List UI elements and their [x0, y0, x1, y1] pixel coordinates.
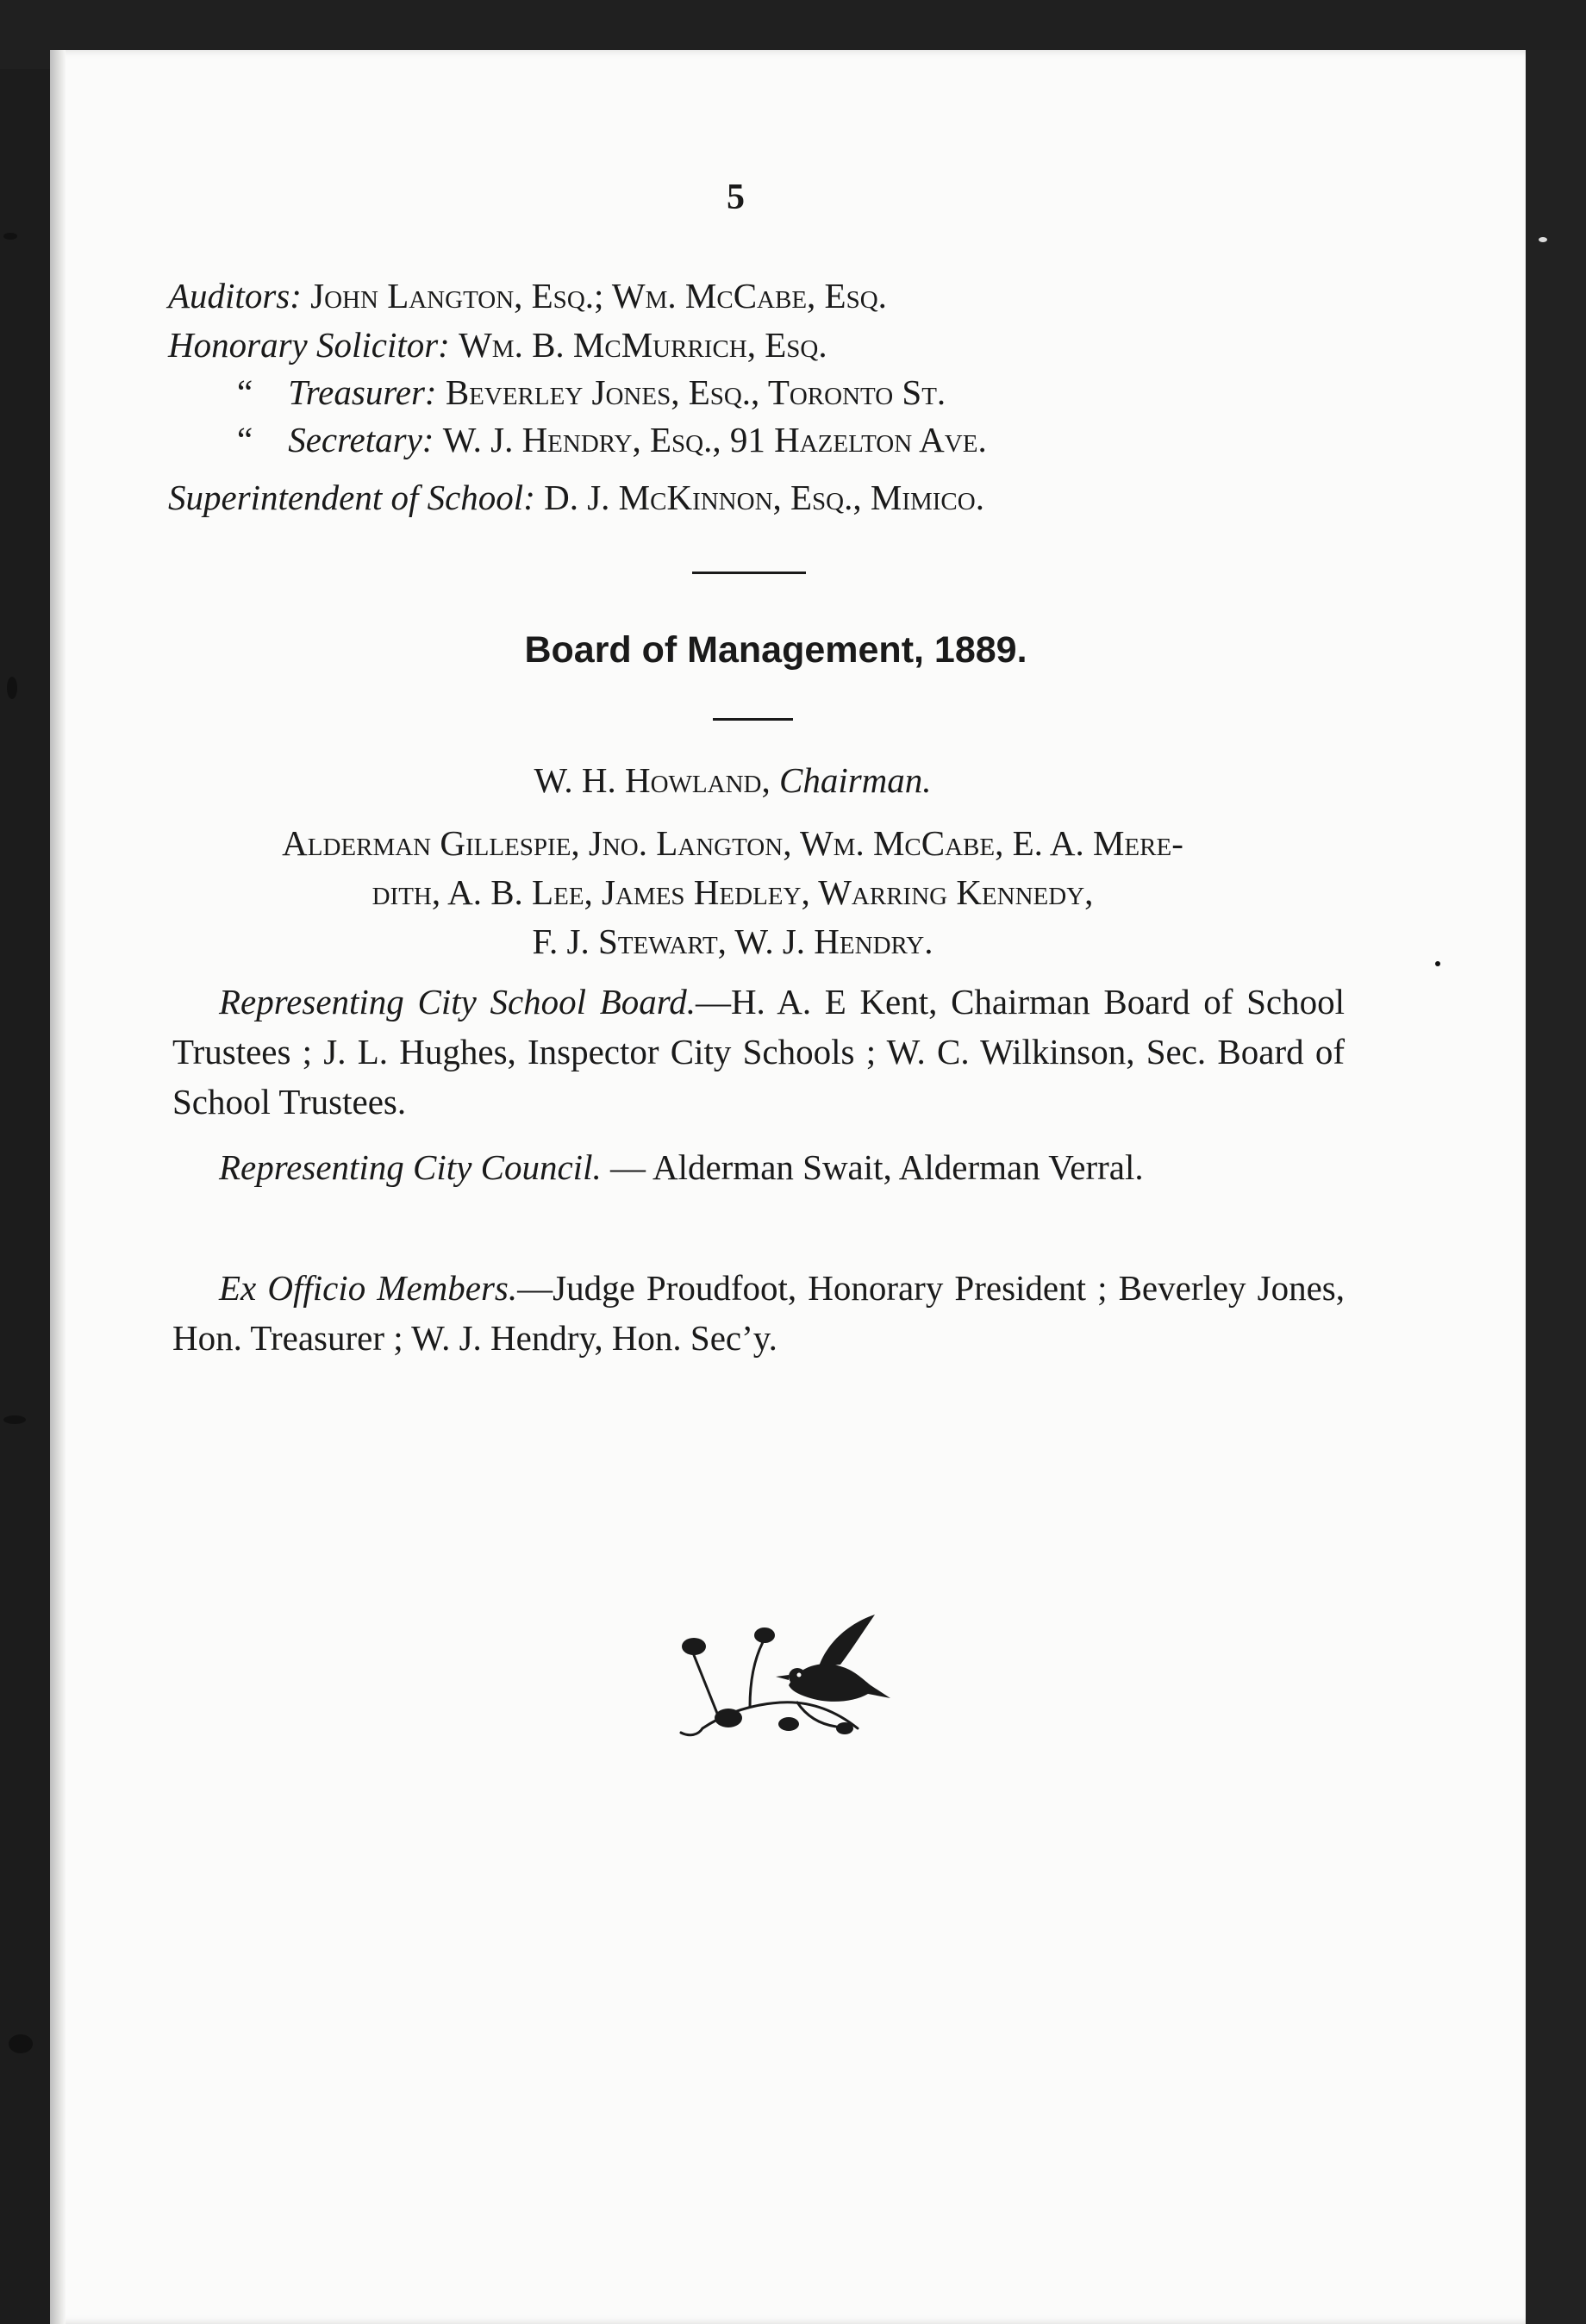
paragraph-text: —Judge Proudfoot, Honorary President ; Beverley Jones, Hon. Treasurer ; W. J. Hendry, Hon. Sec’y.: [172, 1268, 1346, 1358]
page-spine: [50, 50, 66, 2324]
scan-speck: [7, 677, 17, 699]
officer-auditors: [168, 274, 887, 317]
board-heading: Board of Management, 1889.: [524, 629, 1027, 671]
scan-speck: [3, 1415, 26, 1424]
scan-speck: [1539, 237, 1547, 242]
officer-value: W. J. Hendry, Esq., 91 Hazelton Ave.: [442, 420, 987, 459]
officer-treasurer: [237, 371, 946, 414]
divider-rule: [713, 718, 793, 721]
officer-superintendent: [168, 476, 984, 519]
divider-rule: [692, 572, 806, 574]
paragraph-label: Representing City School Board.: [219, 982, 696, 1021]
ex-officio-paragraph: [172, 1263, 1345, 1363]
ditto-mark: “: [237, 372, 253, 412]
officer-value: John Langton, Esq.; Wm. McCabe, Esq.: [310, 276, 887, 315]
officer-role: Treasurer:: [288, 372, 437, 412]
officer-value: D. J. McKinnon, Esq., Mimico.: [544, 478, 984, 517]
city-council-paragraph: [172, 1142, 1345, 1192]
officer-role: Honorary Solicitor:: [168, 325, 450, 365]
chairman-title: Chairman.: [778, 760, 932, 800]
officer-solicitor: [168, 323, 827, 366]
officer-role: Superintendent of School:: [168, 478, 535, 517]
chairman-name: W. H. Howland,: [534, 760, 771, 800]
board-members-line: F. J. Stewart, W. J. Hendry.: [532, 921, 933, 961]
chairman-line: [129, 759, 1336, 802]
page-number: 5: [727, 178, 745, 217]
scan-speck: [9, 2034, 33, 2053]
scan-speck: [3, 233, 17, 240]
paragraph-text: — Alderman Swait, Alderman Verral.: [601, 1147, 1144, 1187]
officer-value: Beverley Jones, Esq., Toronto St.: [445, 372, 946, 412]
scan-edge: [1526, 50, 1586, 2324]
ditto-mark: “: [237, 420, 253, 459]
officer-secretary: [237, 418, 987, 461]
officer-value: Wm. B. McMurrich, Esq.: [459, 325, 827, 365]
board-members-line: dith, A. B. Lee, James Hedley, Warring Kennedy,: [372, 872, 1094, 912]
officer-role: Auditors:: [168, 276, 302, 315]
paragraph-label: Representing City Council.: [219, 1147, 602, 1187]
paragraph-text: —H. A. E Kent, Chairman Board of School Trustees ; J. L. Hughes, Inspector City Schools ; W. C. Wilkinson, Sec. Board of School Trustees.: [172, 982, 1345, 1121]
board-members-line: Alderman Gillespie, Jno. Langton, Wm. McCabe, E. A. Mere-: [282, 823, 1183, 863]
paragraph-label: Ex Officio Members.: [219, 1268, 518, 1308]
officer-role: Secretary:: [288, 420, 434, 459]
scan-speck: [1435, 961, 1440, 966]
school-board-paragraph: [172, 977, 1345, 1127]
bird-on-branch-icon: [668, 1608, 892, 1754]
